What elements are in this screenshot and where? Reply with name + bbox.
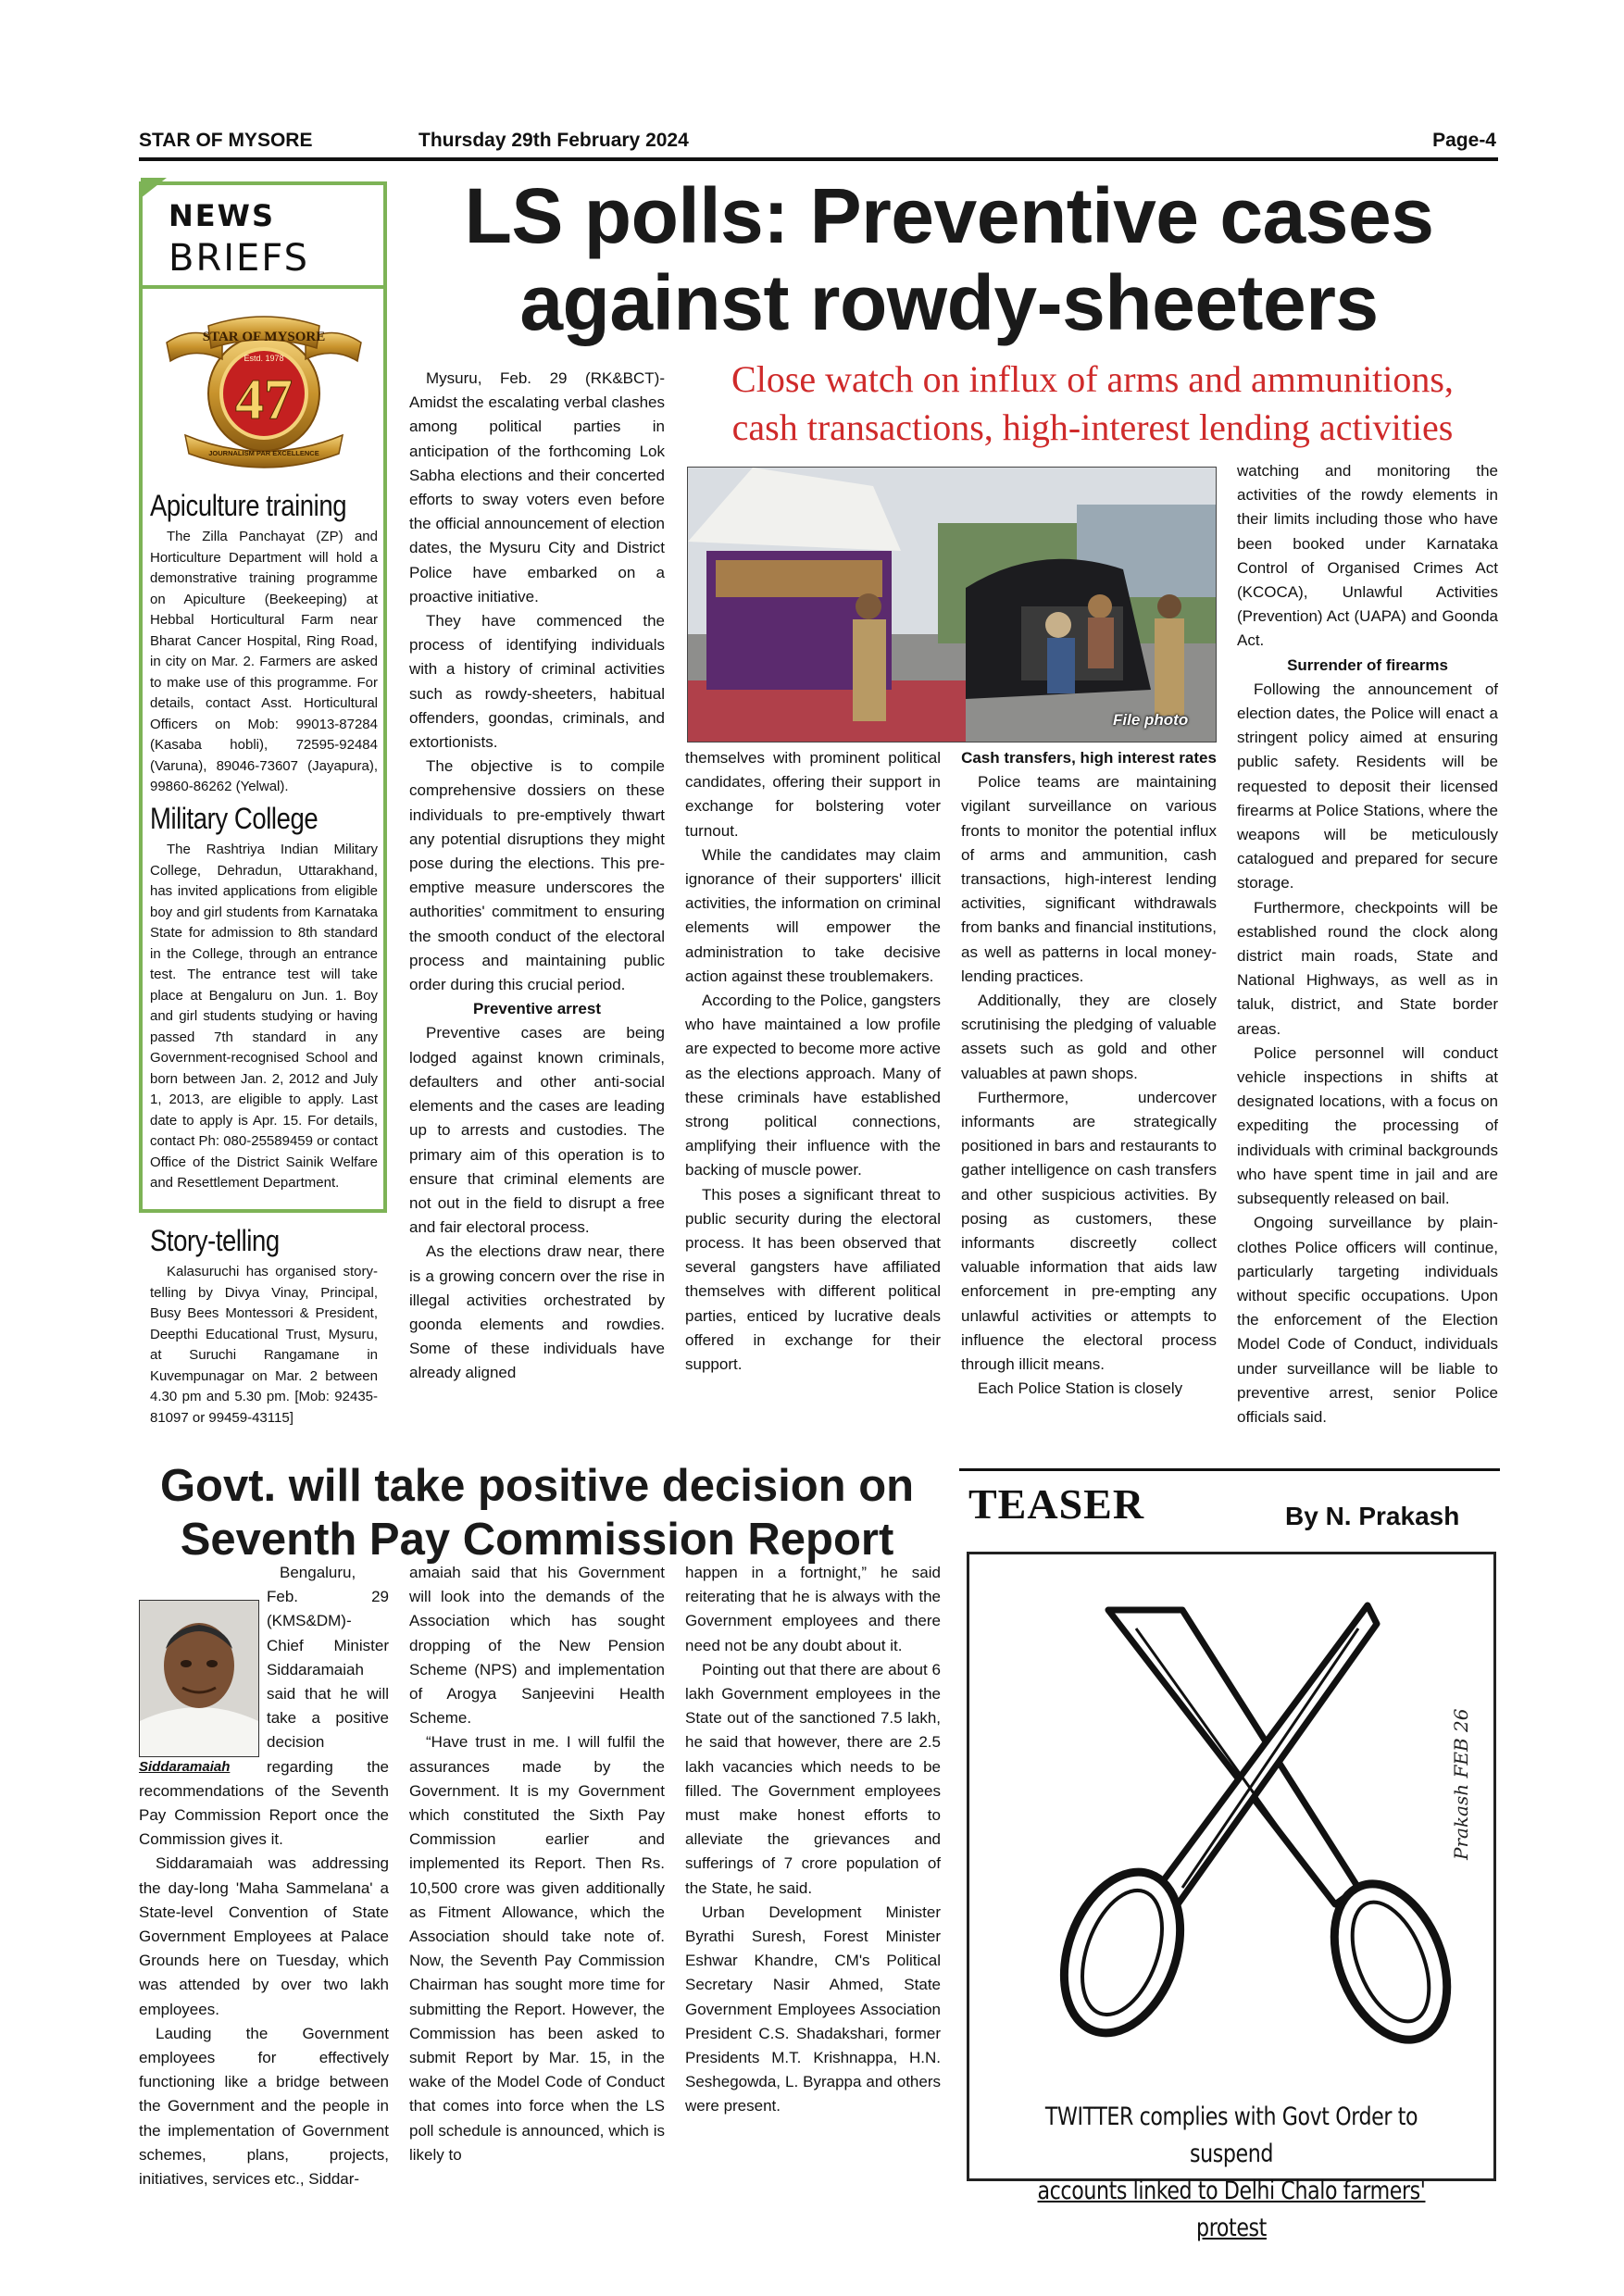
photo-spacer [139,1561,261,1757]
page-number: Page-4 [1432,130,1496,151]
paragraph: watching and monitoring the activities of the rowdy elements in their limits including those who have been booked under Karnataka Control of Organised Crimes Act (KCOCA), Unlawful Activities (Prevention) Act (UAPA) and Goonda Act. [1237,462,1498,650]
second-headline [130,1459,944,1566]
lead-deck-line1: Close watch on influx of arms and ammunitions, [731,358,1454,400]
paragraph: Furthermore, checkpoints will be established round the clock along district main roads, State and National Highways, as well as in taluk, district, and State border areas. [1237,898,1498,1038]
lead-column-3 [961,746,1217,1401]
lead-photo [687,467,1217,742]
subheading: Preventive arrest [473,1000,601,1018]
header-rule [139,157,1498,161]
paragraph: This poses a significant threat to public security during the electoral process. It has been observed that several gangsters have affiliated themselves with different political parties, enticed by lucrative deals offered in exchange for their support. [685,1185,941,1374]
logo-number: 47 [235,368,293,431]
paragraph: Urban Development Minister Byrathi Suresh, Forest Minister Eshwar Khandre, CM's Political Secretary Nasir Ahmed, State Government Employees Association President C.S. Shadakshari, former Presidents M.T. Krishnappa, H.N. Seshegowda, L. Byrappa and others were present. [685,1903,941,2115]
siddaramaiah-caption: Siddaramaiah [139,1757,256,1778]
paragraph: themselves with prominent political candidates, offering their support in exchange for bolstering voter turnout. [685,749,941,840]
cartoon-caption-line2: accounts linked to Delhi Chalo farmers' protest [1037,2177,1426,2242]
lead-deck [685,356,1500,452]
paragraph: Siddaramaiah was addressing the day-long 'Maha Sammelana' a State-level Convention of State Government Employees at Palace Grounds here on Tuesday, which was attended by over two lakh employees. [139,1854,389,2018]
cartoon-caption-line1: TWITTER complies with Govt Order to suspend [1044,2103,1418,2168]
subheading: Surrender of firearms [1287,655,1448,674]
lead-photo-caption: File photo [1113,711,1189,729]
paragraph: Bengaluru, Feb. 29 (KMS&DM)- Chief Minister Siddaramaiah said that he will take a positive decision regarding the recommendations of the Seventh Pay Commission Report once the Commission gives it. [139,1564,389,1849]
brief-title: Military College [150,802,319,835]
brief-title: Story-telling [150,1224,280,1257]
anniversary-logo [157,306,370,472]
paragraph: Ongoing surveillance by plain-clothes Police officers will continue, particularly targeting individuals without specific occupations. Upon the enforcement of the Election Model Code of Conduct, individuals under surveillance will be liable to preventive arrest, senior Police officials said. [1237,1214,1498,1426]
scissors-x-logo-drawing [969,1554,1493,2073]
brief-title: Apiculture training [150,489,347,522]
logo-name: STAR OF MYSORE [202,330,326,344]
paragraph: As the elections draw near, there is a growing concern over the rise in illegal activities orchestrated by goonda elements and rowdies. Some of these individuals have already aligned [409,1242,665,1382]
logo-motto: JOURNALISM PAR EXCELLENCE [208,449,319,457]
brief-apiculture [150,489,378,798]
paragraph: Additionally, they are closely scrutinising the pledging of valuable assets such as gold and other valuables at pawn shops. [961,992,1217,1082]
teaser-title: TEASER [968,1480,1145,1528]
masthead-label: STAR OF MYSORE [139,130,313,151]
paragraph: Preventive cases are being lodged against known criminals, defaulters and other anti-social elements and the cases are leading up to arrests and custodies. The primary aim of this operation is to ensure that criminal elements are not out in the field to disrupt a free and fair electoral process. [409,1024,665,1237]
paragraph: While the candidates may claim ignorance of their supporters' illicit activities, the information on criminal elements will empower the administration to take decisive action against these troublemakers. [685,845,941,985]
paragraph: Each Police Station is closely [978,1379,1183,1398]
lead-column-2 [685,746,941,1377]
brief-story-telling [150,1224,378,1429]
paragraph: Police teams are maintaining vigilant surveillance on various fronts to monitor the potential influx of arms and ammunition, cash transactions, high-interest lending activities, significant withdrawals from banks and financial institutions, as well as patterns in local money-lending practices. [961,773,1217,985]
issue-date: Thursday 29th February 2024 [418,130,689,151]
paragraph: Pointing out that there are about 6 lakh Government employees in the State out of the sanctioned 7.5 lakh, he said that however, there are 2.5 lakh vacancies which needs to be filled. The Government employees must make honest efforts to alleviate the grievances and sufferings of 7 crore population of the State, he said. [685,1660,941,1897]
lead-deck-line2: cash transactions, high-interest lending activities [731,406,1454,448]
paragraph: Police personnel will conduct vehicle inspections in shifts at designated locations, with a focus on expediting the processing of individuals with criminal backgrounds who have spent time in jail and are subsequently released on bail. [1237,1043,1498,1208]
brief-body: Kalasuruchi has organised story-telling by Divya Vinay, Principal, Busy Bees Montessori & President, Deepthi Educational Trust, Mysuru, at Suruchi Rangamane in Kuvempunagar on Mar. 2 between 4.30 pm and 5.30 pm. [Mob: 92435-81097 or 99459-43115] [150,1264,378,1426]
paragraph: happen in a fortnight,” he said reiterating that he is always with the Government employees and there need not be any doubt about it. [685,1564,941,1654]
logo-estd: Estd. 1978 [244,354,284,363]
teaser-cartoon-frame [967,1552,1496,2242]
second-column-2 [409,1561,665,2167]
paragraph: Lauding the Government employees for effectively functioning like a bridge between the Government and the people in the implementation of Government schemes, plans, projects, initiatives, services etc., Siddar- [139,2024,389,2189]
second-column-3 [685,1561,941,2119]
lead-column-1 [409,367,665,1386]
paragraph: Mysuru, Feb. 29 (RK&BCT)- Amidst the escalating verbal clashes among political parties in anticipation of the forthcoming Lok Sabha elections and their concerted efforts to sway voters even before the official announcement of election dates, the Mysuru City and District Police have embarked on a proactive initiative. [409,369,665,605]
paragraph: Furthermore, undercover informants are strategically positioned in bars and restaurants to gather intelligence on cash transfers and other suspicious activities. By posing as customers, these informants discreetly collect valuable information that aids law enforcement in pre-empting any unlawful activities or attempts to influence the electoral process through illicit means. [961,1088,1217,1374]
brief-military-college [150,802,378,1194]
lead-column-4 [1237,459,1498,1429]
second-column-1 [139,1561,389,2191]
paragraph: “Have trust in me. I will fulfil the assurances made by the Government. It is my Government which constituted the Sixth Pay Commission earlier and implemented its Report. Then Rs. 10,500 crore was given additionally as Fitment Allowance, which the Association should take note of. Now, the Seventh Pay Commission Chairman has sought more time for submitting the Report. However, the Commission has been asked to submit Report by Mar. 15, in the wake of the Model Code of Conduct that comes into force when the LS poll schedule is announced, which is likely to [409,1733,665,2164]
news-briefs-title-top: NEWS [169,198,275,233]
news-briefs-title-bottom: BRIEFS [169,237,309,280]
paragraph: The objective is to compile comprehensive dossiers on these individuals to pre-emptively thwart any potential disruptions they might pose during the elections. This pre-emptive measure underscores the authorities' commitment to ensuring the smooth conduct of the electoral process and maintaining public order during this crucial period. [409,757,665,994]
paragraph: They have commenced the process of identifying individuals with a history of criminal activities such as rowdy-sheeters, habitual offenders, goondas, criminals, and extortionists. [409,612,665,752]
paragraph: According to the Police, gangsters who have maintained a low profile are expected to become more active as the elections approach. Many of these criminals have established strong political connections, amplifying their influence with the backing of muscle power. [685,992,941,1179]
paragraph: Following the announcement of election dates, the Police will enact a stringent policy aimed at ensuring public safety. Residents will be requested to deposit their licensed firearms at Police Stations, where the weapons will be meticulously catalogued and prepared for secure storage. [1237,680,1498,892]
teaser-top-rule [959,1468,1500,1471]
cartoon-caption [1017,2099,1446,2247]
lead-headline-line1: LS polls: Preventive cases [464,172,1434,259]
news-briefs-header [143,185,383,289]
second-headline-line2: Seventh Pay Commission Report [180,1515,894,1565]
teaser-byline: By N. Prakash [1285,1502,1460,1530]
paragraph: amaiah said that his Government will look into the demands of the Association which has sought dropping of the New Pension Scheme (NPS) and implementation of Arogya Sanjeevini Health Scheme. [409,1564,665,1728]
second-headline-line1: Govt. will take positive decision on [159,1461,915,1511]
lead-headline [398,172,1500,346]
cartoonist-signature: Prakash FEB 26 [1450,1708,1472,1860]
subheading: Cash transfers, high interest rates [961,749,1217,767]
brief-body: The Rashtriya Indian Military College, Dehradun, Uttarakhand, has invited applications from eligible boy and girl students from Karnataka State for admission to 8th standard in the College, through an entrance test. The entrance test will take place at Bengaluru on Jun. 1. Boy and girl students studying or having passed 7th standard in any Government-recognised School and born between Jan. 2, 2012 and July 1, 2013, are eligible to apply. Last date to apply is Apr. 15. For details, contact Ph: 080-25589459 or contact Office of the District Sainik Welfare and Resettlement Department. [150,842,379,1191]
brief-body: The Zilla Panchayat (ZP) and Horticulture Department will hold a demonstrative training programme on Apiculture (Beekeeping) at Hebbal Horticultural Farm near Bharat Cancer Hospital, Ring Road, in city on Mar. 2. Farmers are asked to make use of this programme. For details, contact Asst. Horticultural Officers on Mob: 99013-87284 (Kasaba hobli), 72595-92484 (Varuna), 89046-73607 (Jayapura), 99860-86262 (Yelwal). [150,529,378,794]
lead-headline-line2: against rowdy-sheeters [519,259,1379,346]
